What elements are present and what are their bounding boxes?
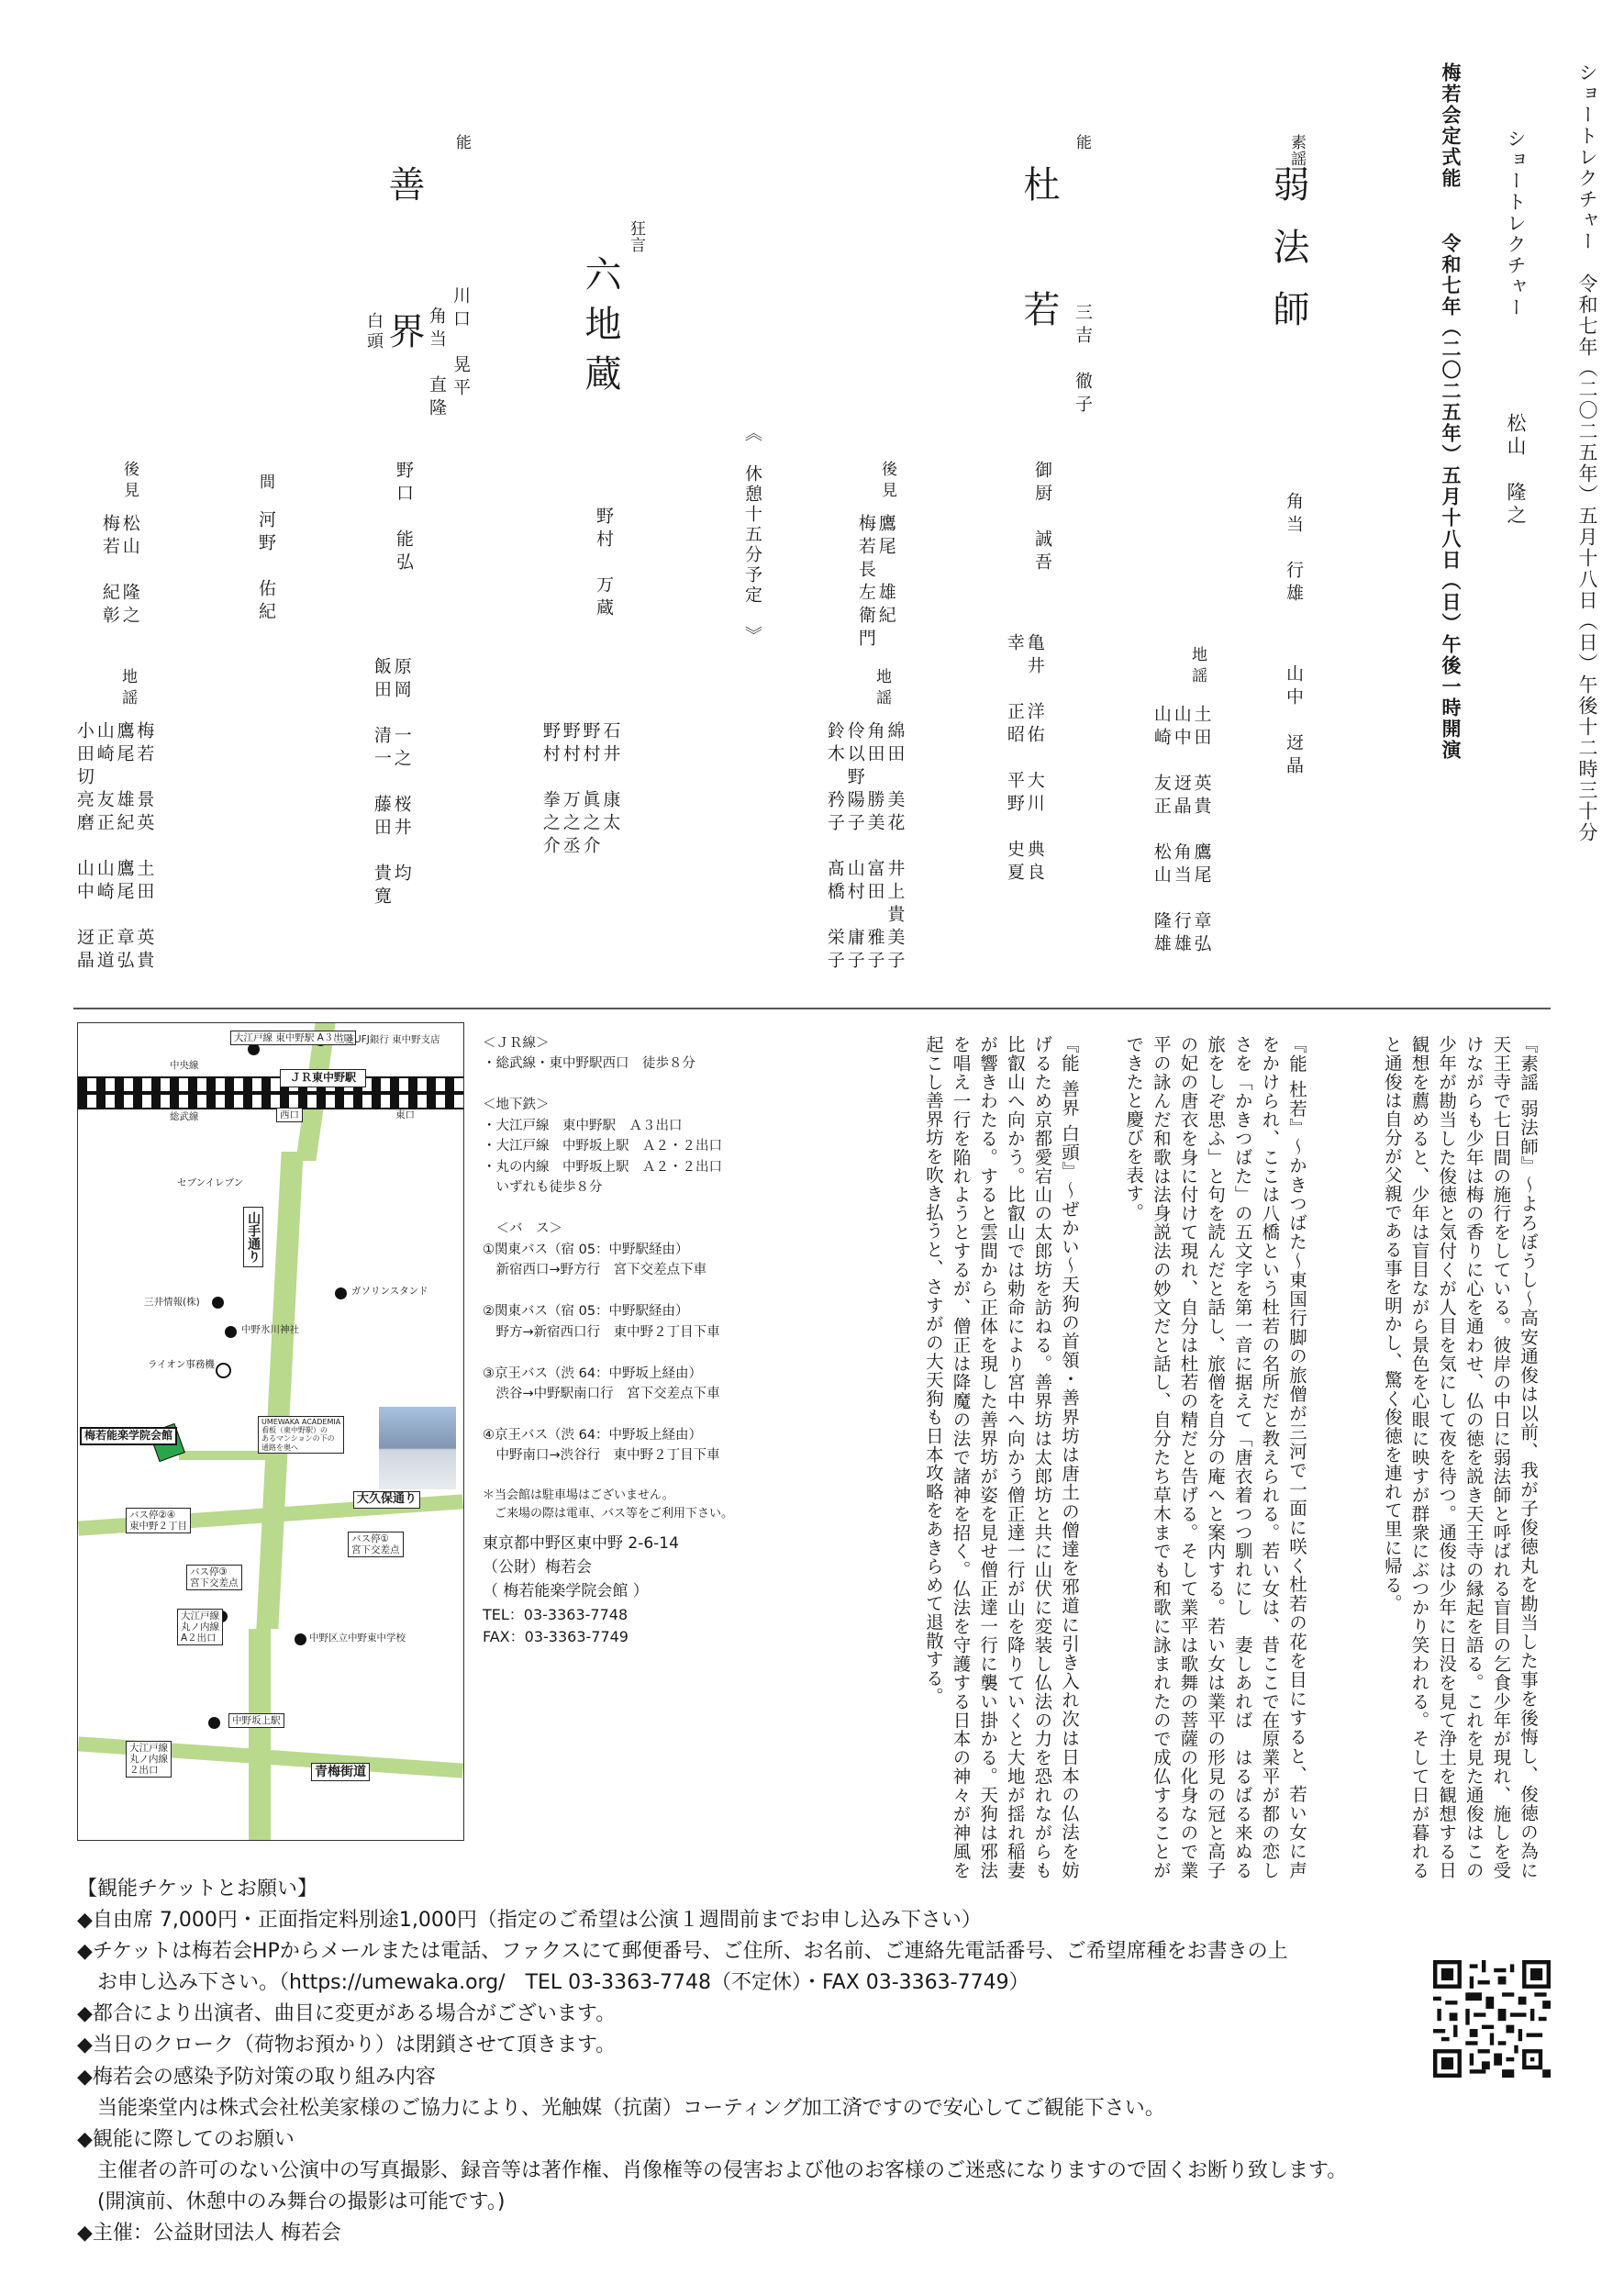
sobu-label: 総武線 [170,1111,199,1122]
access-line: ③京王バス（渋 64：中野坂上経由） [483,1365,703,1381]
road-yamate-south [249,1629,271,1840]
access-line: ・大江戸線 東中野駅 Ａ３出口 [483,1118,683,1133]
jr-station-label: ＪＲ東中野駅 [280,1069,366,1087]
notice-line: ◆主催：公益財団法人 梅若会 [77,2222,341,2246]
cast-col: 野村 拳之介 [539,721,561,859]
jiutai-col: 鷹尾 雄紀 鷹尾 章弘 [114,721,135,974]
jiutai-col: 山崎 友正 松山 隆雄 [1151,705,1172,957]
hikawa-marker [225,1326,237,1338]
notice-line: お申し込み下さい。（https://umewaka.org/ TEL 03-3363-7748（不定休）・FAX 03-3363-7749） [77,1971,1029,1995]
ai-label-zengai: 間 [256,474,274,495]
lecture-title: ショートレクチャー [1505,128,1527,318]
koken-col: 梅若 紀彰 [99,514,120,629]
bus24-label: バス停②④ 東中野２丁目 [126,1508,191,1533]
teishikinou-label: 梅若会定式能 [1440,62,1463,189]
koken-kakitsubata [855,514,895,652]
qr-code[interactable] [1433,1960,1551,2078]
jiutai-col: 綿田 美花 井上貴美子 [884,721,906,974]
jiutai-label-kakitsubata: 地謡 [873,668,891,710]
jiutai-col: 角田 勝美 富田 雅子 [864,721,885,974]
jiutai-yoroboshi [1151,705,1211,957]
access-line: いずれも徒歩８分 [483,1180,603,1196]
genre-sobutai: 素謡 [1287,134,1306,167]
building-photo [379,1407,456,1489]
a2-exit-label: 大江戸線 丸ノ内線 A２出口 [177,1609,223,1645]
access-line: 中野南口→渋谷行 東中野２丁目下車 [483,1448,720,1464]
mitsui-marker [212,1297,224,1309]
waki-kakitsubata: 御厨 誠吾 [1032,461,1052,575]
hall-name: （ 梅若能楽学院会館 ） [483,1582,649,1601]
lecture-header: ショートレクチャー 令和七年（二〇二五年）五月十八日（日）午後十二時三十分 [1576,62,1598,843]
notice-line: (開演前、休憩中のみ舞台の撮影は可能です。) [77,2190,506,2213]
access-line: ＜バ ス＞ [483,1221,562,1237]
nishiguchi-label: 西口 [276,1108,303,1122]
jiutai-col: 山崎 友正 山崎 正道 [94,721,115,974]
notice-line: 主催者の許可のない公演中の写真撮影、録音等は著作権、肖像権等の侵害および他のお客様のご迷惑になりますので固くお断り致します。 [77,2158,1348,2182]
hayashi-col: 飯田 清一 藤田 貴寛 [371,657,392,909]
academia-label: UMEWAKA ACADEMIA 看板（東中野駅）の あるマンションの下の 通路を奥へ [258,1416,344,1454]
oedo-a3-label: 大江戸線 東中野駅 A３出口 [230,1031,356,1045]
intermission: 《 休憩十五分予定 》 [742,424,762,646]
jiutai-col: 山中 迓晶 角当 行雄 [1171,705,1192,957]
koken-col: 梅若長左衛門 [855,514,876,652]
title-kakitsubata: 杜 若 [1018,165,1060,352]
genre-zengai: 能 [452,134,471,150]
yamate-label: 山手通り [243,1207,263,1267]
teishikinou-date: 令和七年（二〇二五年）五月十八日（日）午後一時開演 [1440,233,1463,761]
org-name: （公財）梅若会 [483,1557,592,1577]
access-line: ②関東バス（宿 05：中野駅経由） [483,1304,689,1320]
school-label: 中野区立中野東中学校 [309,1633,406,1644]
access-line [483,1198,795,1219]
ome-label: 青梅街道 [311,1763,370,1781]
notice-line: 当能楽堂内は株式会社松美家様のご協力により、光触媒（抗菌）コーティング加工済ですので安心してご観能下さい。 [77,2096,1165,2120]
notice-line: ◆梅若会の感染予防対策の取り組み内容 [77,2065,436,2089]
jiutai-col: 小田切亮磨 山中 迓晶 [73,721,95,974]
koken-col: 松山 隆之 [119,514,140,629]
synopsis-yoroboshi: 『素謡 弱法師』〜よろぼうし〜高安通俊は以前、我が子俊徳丸を勘当した事を後悔し、俊徳の為に天王寺で七日間の施行をしている。彼岸の中日に弱法師と呼ばれる盲目の乞食少年が現れ、施しを受けながらも少年は梅の香りに心を通わせ、仏の徳を説き天王寺の縁起を語る。これを見た通俊はこの少年が勘当した俊徳と気付くが人目を気にして夜を待つ。通俊は少年に日没を見て浄土を観想する日観想を薦めると、少年は盲目ながら景色を心眼に映すが群衆にぶつかり笑われる。そして日が暮れると通俊は自分が父親である事を明かし、驚く俊徳を連れて里に帰る。 [1381,1035,1539,1879]
shite-kakitsubata: 三吉 徹子 [1073,303,1093,418]
synopsis-kakitsubata: 『能 杜若』〜かきつばた〜東国行脚の旅僧が三河で一面に咲く杜若の花を目にすると、若い女に声をかけられ、ここは八橋という杜若の名所だと教えられる。若い女は、昔ここで在原業平が都の恋しさを「かきつばた」の五文字を第一音に据えて「唐衣着つつ馴れにし 妻しあれば はるばる来ぬる 旅をしぞ思ふ」と句を読んだと話し、旅僧を自分の庵へと案内する。若い女は業平の形見の冠と高子の妃の唐衣を身に付けて現れ、自分は杜若の精だと告げる。そして業平は歌舞の菩薩の化身なので業平の詠んだ和歌は法身説法の妙文だと話し、自分たち草木までも和歌に詠まれたので成仏することができたと慶びを表す。 [1123,1035,1307,1899]
address: 東京都中野区東中野 2-6-14 [483,1533,679,1553]
kogaki-zengai: 白頭 [364,312,384,352]
access-info [483,1033,795,1649]
title-zengai: 善 界 [383,165,425,385]
jiutai-col: 鈴木 矜子 髙橋 栄子 [824,721,845,974]
notice-line: ◆観能に際してのお願い [77,2127,295,2151]
synopsis-zengai: 『能 善界 白頭』〜ぜかい〜天狗の首領・善界坊は唐土の僧達を邪道に引き入れ次は日本の仏法を妨げるため京都愛宕山の太郎坊を訪ねる。善界坊は太郎坊と共に山伏に変装し仏法の力を恐れながらも比叡山へ向かう。比叡山では勅命により宮中へ向かう僧正達一行が山を降りていくと大地が揺れ稲妻が響きわたる。すると雲間から正体を現した善界坊が姿を見せ僧正達一行に襲い掛かる。天狗は邪法を唱え一行を陥れようとするが、僧正は降魔の法で諸神を招く。仏法を守護する日本の神々が神風を起こし善界坊を吹き払うと、さすがの大天狗も日本攻略をあきらめて退散する。 [922,1035,1080,1879]
hayashi-kakitsubata [1004,633,1044,886]
notice-heading: 【観能チケットとお願い】 [77,1878,318,1900]
waki-zengai: 野口 能弘 [394,461,414,575]
shite-rokujizo: 野村 万蔵 [594,507,614,621]
bank-label: 三菱UFJ銀行 東中野支店 [335,1034,440,1045]
notice-line: ◆チケットは梅若会HPからメールまたは電話、ファクスにて郵便番号、ご住所、お名前、ご連絡先電話番号、ご希望席種をお書きの上 [77,1940,1288,1964]
shite1-zengai: 川口 晃平 [450,286,471,401]
section-divider [73,1008,1551,1009]
access-line: 渋谷→中野駅南口行 宮下交差点下車 [483,1386,720,1401]
gas-marker [335,1287,347,1299]
sakaue-label: 中野坂上駅 [228,1713,284,1728]
ticket-notice [77,1874,1545,2249]
hayashi-col: 幸 正昭 平野 史夏 [1004,633,1025,886]
access-line [483,1404,795,1424]
cast-col: 野村 眞之介 [580,721,601,859]
parking-note: ＊当会館は駐車場はございません。 [483,1488,674,1503]
school-marker [295,1633,306,1645]
access-line [483,1281,795,1301]
tel: TEL：03-3363-7748 [483,1605,628,1623]
koken-label-zengai: 後見 [120,461,139,503]
hayashi-col: 亀井 洋佑 大川 典良 [1024,633,1045,886]
jiutai-zengai [73,721,153,974]
hall-label: 梅若能楽学院会館 [80,1427,177,1445]
access-line: ④京王バス（渋 64：中野坂上経由） [483,1427,703,1443]
hayashi-col: 原岡 一之 桜井 均 [391,657,412,886]
koken-col: 鷹尾 雄紀 [875,514,896,629]
cast-yoroboshi-2: 山中 迓晶 [1284,664,1304,779]
genre-kyogen: 狂言 [627,220,645,253]
exit2-label: 大江戸線 丸ノ内線 ２出口 [126,1741,172,1778]
jiutai-col: 伶以野陽子 山村 庸子 [844,721,865,974]
hikawa-label: 中野氷川神社 [241,1324,299,1335]
seven-label: セブンイレブン [177,1177,244,1188]
jiutai-col: 土田 英貴 鷹尾 章弘 [1191,705,1212,957]
access-line [483,1343,795,1363]
cast-col: 野村 万之丞 [560,721,581,859]
cast-rokujizo [539,721,619,859]
okubo-label: 大久保通り [353,1491,420,1509]
lion-label: ライオン事務機 [148,1359,215,1370]
jiutai-col: 梅若 景英 土田 英貴 [134,721,155,974]
cast-col: 石井 康太 [600,721,621,836]
access-line [483,1075,795,1095]
notice-line: ◆自由席 7,000円・正面指定料別途1,000円（指定のご希望は公演１週間前までお申し込み下さい） [77,1909,982,1933]
title-yoroboshi: 弱法師 [1267,165,1309,352]
bus1-label: バス停① 宮下交差点 [348,1532,404,1557]
jiutai-kakitsubata [824,721,904,974]
genre-kakitsubata: 能 [1073,134,1091,150]
hayashi-zengai [371,657,411,909]
jiutai-label-yoroboshi: 地謡 [1188,646,1207,688]
cast-yoroboshi-1: 角当 行雄 [1284,492,1304,607]
access-line: 野方→新宿西口行 東中野２丁目下車 [483,1324,720,1340]
rail-sobu [78,1093,463,1109]
koken-zengai [99,514,139,629]
jiutai-label-zengai: 地謡 [118,668,137,710]
access-line: ＜ＪＲ線＞ [483,1036,550,1051]
gas-label: ガソリンスタンド [351,1286,428,1297]
access-line [483,1466,795,1487]
sakaue-marker [208,1717,220,1729]
higashiguchi-label: 東口 [395,1109,415,1120]
ai-zengai: 河野 佑紀 [256,510,276,625]
notice-line: ◆都合により出演者、曲目に変更がある場合がございます。 [77,2002,617,2026]
access-map [77,1022,464,1841]
access-line: 新宿西口→野方行 宮下交差点下車 [483,1263,707,1278]
lion-marker [216,1363,231,1378]
shite2-zengai: 角当 直隆 [427,307,447,421]
lecture-speaker: 松山 隆之 [1505,413,1527,528]
notice-line: ◆当日のクローク（荷物お預かり）は閉鎖させて頂きます。 [77,2034,617,2057]
rail-chuo [78,1076,463,1093]
access-line: ・丸の内線 中野坂上駅 Ａ２・２出口 [483,1159,722,1175]
fax: FAX：03-3363-7749 [483,1628,628,1646]
mitsui-label: 三井情報(株) [144,1297,200,1308]
bus3-label: バス停③ 宮下交差点 [186,1565,242,1590]
title-rokujizo: 六地蔵 [579,255,621,404]
chuo-label: 中央線 [170,1060,199,1071]
access-line: ・総武線・東中野駅西口 徒歩８分 [483,1056,695,1072]
parking-note: ご来場の際は電車、バス等をご利用下さい。 [483,1507,734,1521]
spacer [483,1524,795,1532]
access-line: ・大江戸線 中野坂上駅 Ａ２・２出口 [483,1139,722,1154]
koken-label-kakitsubata: 後見 [878,461,896,503]
access-line: ①関東バス（宿 05：中野駅経由） [483,1242,689,1257]
access-line: ＜地下鉄＞ [483,1098,550,1113]
